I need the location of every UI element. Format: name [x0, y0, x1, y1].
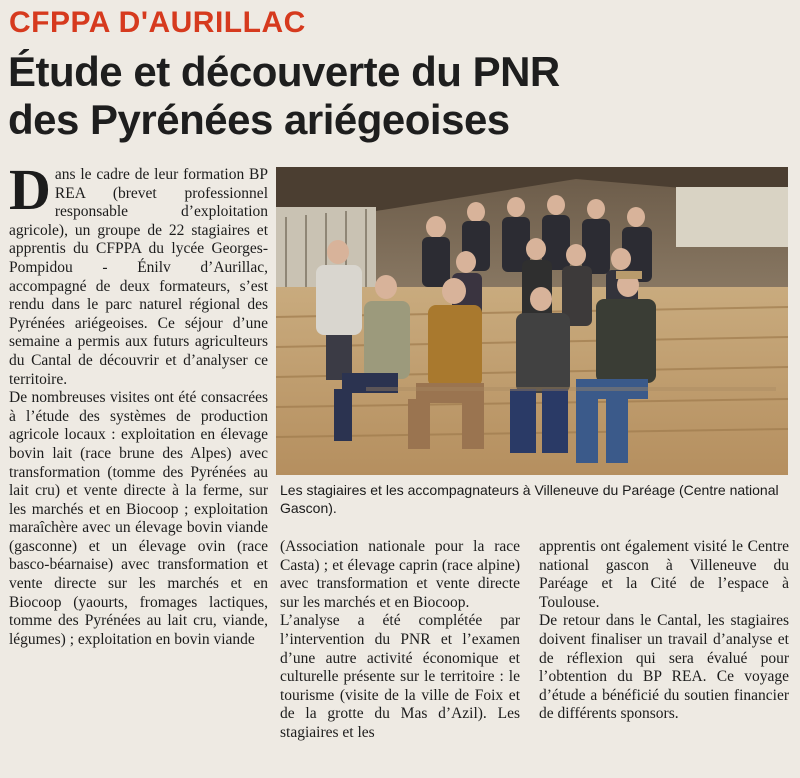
headline-line-2: des Pyrénées ariégeoises: [8, 96, 510, 143]
group-photo-illustration: [276, 167, 788, 475]
headline-line-1: Étude et découverte du PNR: [8, 48, 560, 95]
photo-caption: Les stagiaires et les accompagnateurs à Villeneuve du Paréage (Centre national Gascon).: [280, 482, 779, 516]
paragraph-analysis: L’analyse a été complétée par l’intervention du PNR et l’examen d’une autre activité économique et culturelle présente sur le territoire : le tourisme (visite de la ville de Foix et de la grotte du Mas d’Azil). Les stagiaires et les: [280, 612, 520, 741]
article-column-3: [539, 538, 789, 724]
headline: [8, 48, 708, 144]
paragraph-conclusion: De retour dans le Cantal, les stagiaires doivent finaliser un travail d’analyse et de réflexion qui sera évalué pour l’obtention du BP REA. Ce voyage d’étude a bénéficié du soutien financier de différents sponsors.: [539, 612, 789, 723]
article-column-1: [9, 157, 268, 649]
paragraph-intro: [9, 157, 268, 389]
group-photo: [276, 167, 788, 475]
article-column-2: [280, 538, 520, 743]
paragraph-analysis-continued: apprentis ont également visité le Centre national gascon à Villeneuve du Paréage et la Cité de l’espace à Toulouse.: [539, 538, 789, 611]
paragraph-visits-continued: (Association nationale pour la race Casta) ; et élevage caprin (race alpine) avec transformation et vente directe sur les marchés et en Biocoop.: [280, 538, 520, 611]
paragraph-visits: De nombreuses visites ont été consacrées à l’étude des systèmes de production agricole locaux : exploitation en élevage bovin lait (race brune des Alpes) avec transformation (tomme des Pyrénées au lait cru) et vente directe à la ferme, sur les marchés et en Biocoop ; exploitation maraîchère avec un élevage bovin viande (gasconne) et un élevage ovin (race basco-béarnaise) avec transformation et vente directe sur les marchés et en Biocoop (yaourts, fromages lactiques, tomme des Pyrénées au lait cru, viande, légumes) ; exploitation en bovin viande: [9, 389, 268, 648]
section-kicker: CFPPA D'AURILLAC: [9, 6, 306, 39]
drop-cap: D: [9, 157, 51, 222]
paragraph-intro-text: ans le cadre de leur formation BP REA (brevet professionnel responsable d’exploitation agricole), un groupe de 22 stagiaires et apprentis du CFPPA du lycée Georges-Pompidou - Énilv d’Aurillac, accompagné de deux formateurs, s’est rendu dans le parc naturel régional des Pyrénées ariégeoises. Ce séjour d’une semaine a permis aux futurs agriculteurs du Cantal de découvrir et d’analyser ce territoire.: [9, 166, 268, 388]
